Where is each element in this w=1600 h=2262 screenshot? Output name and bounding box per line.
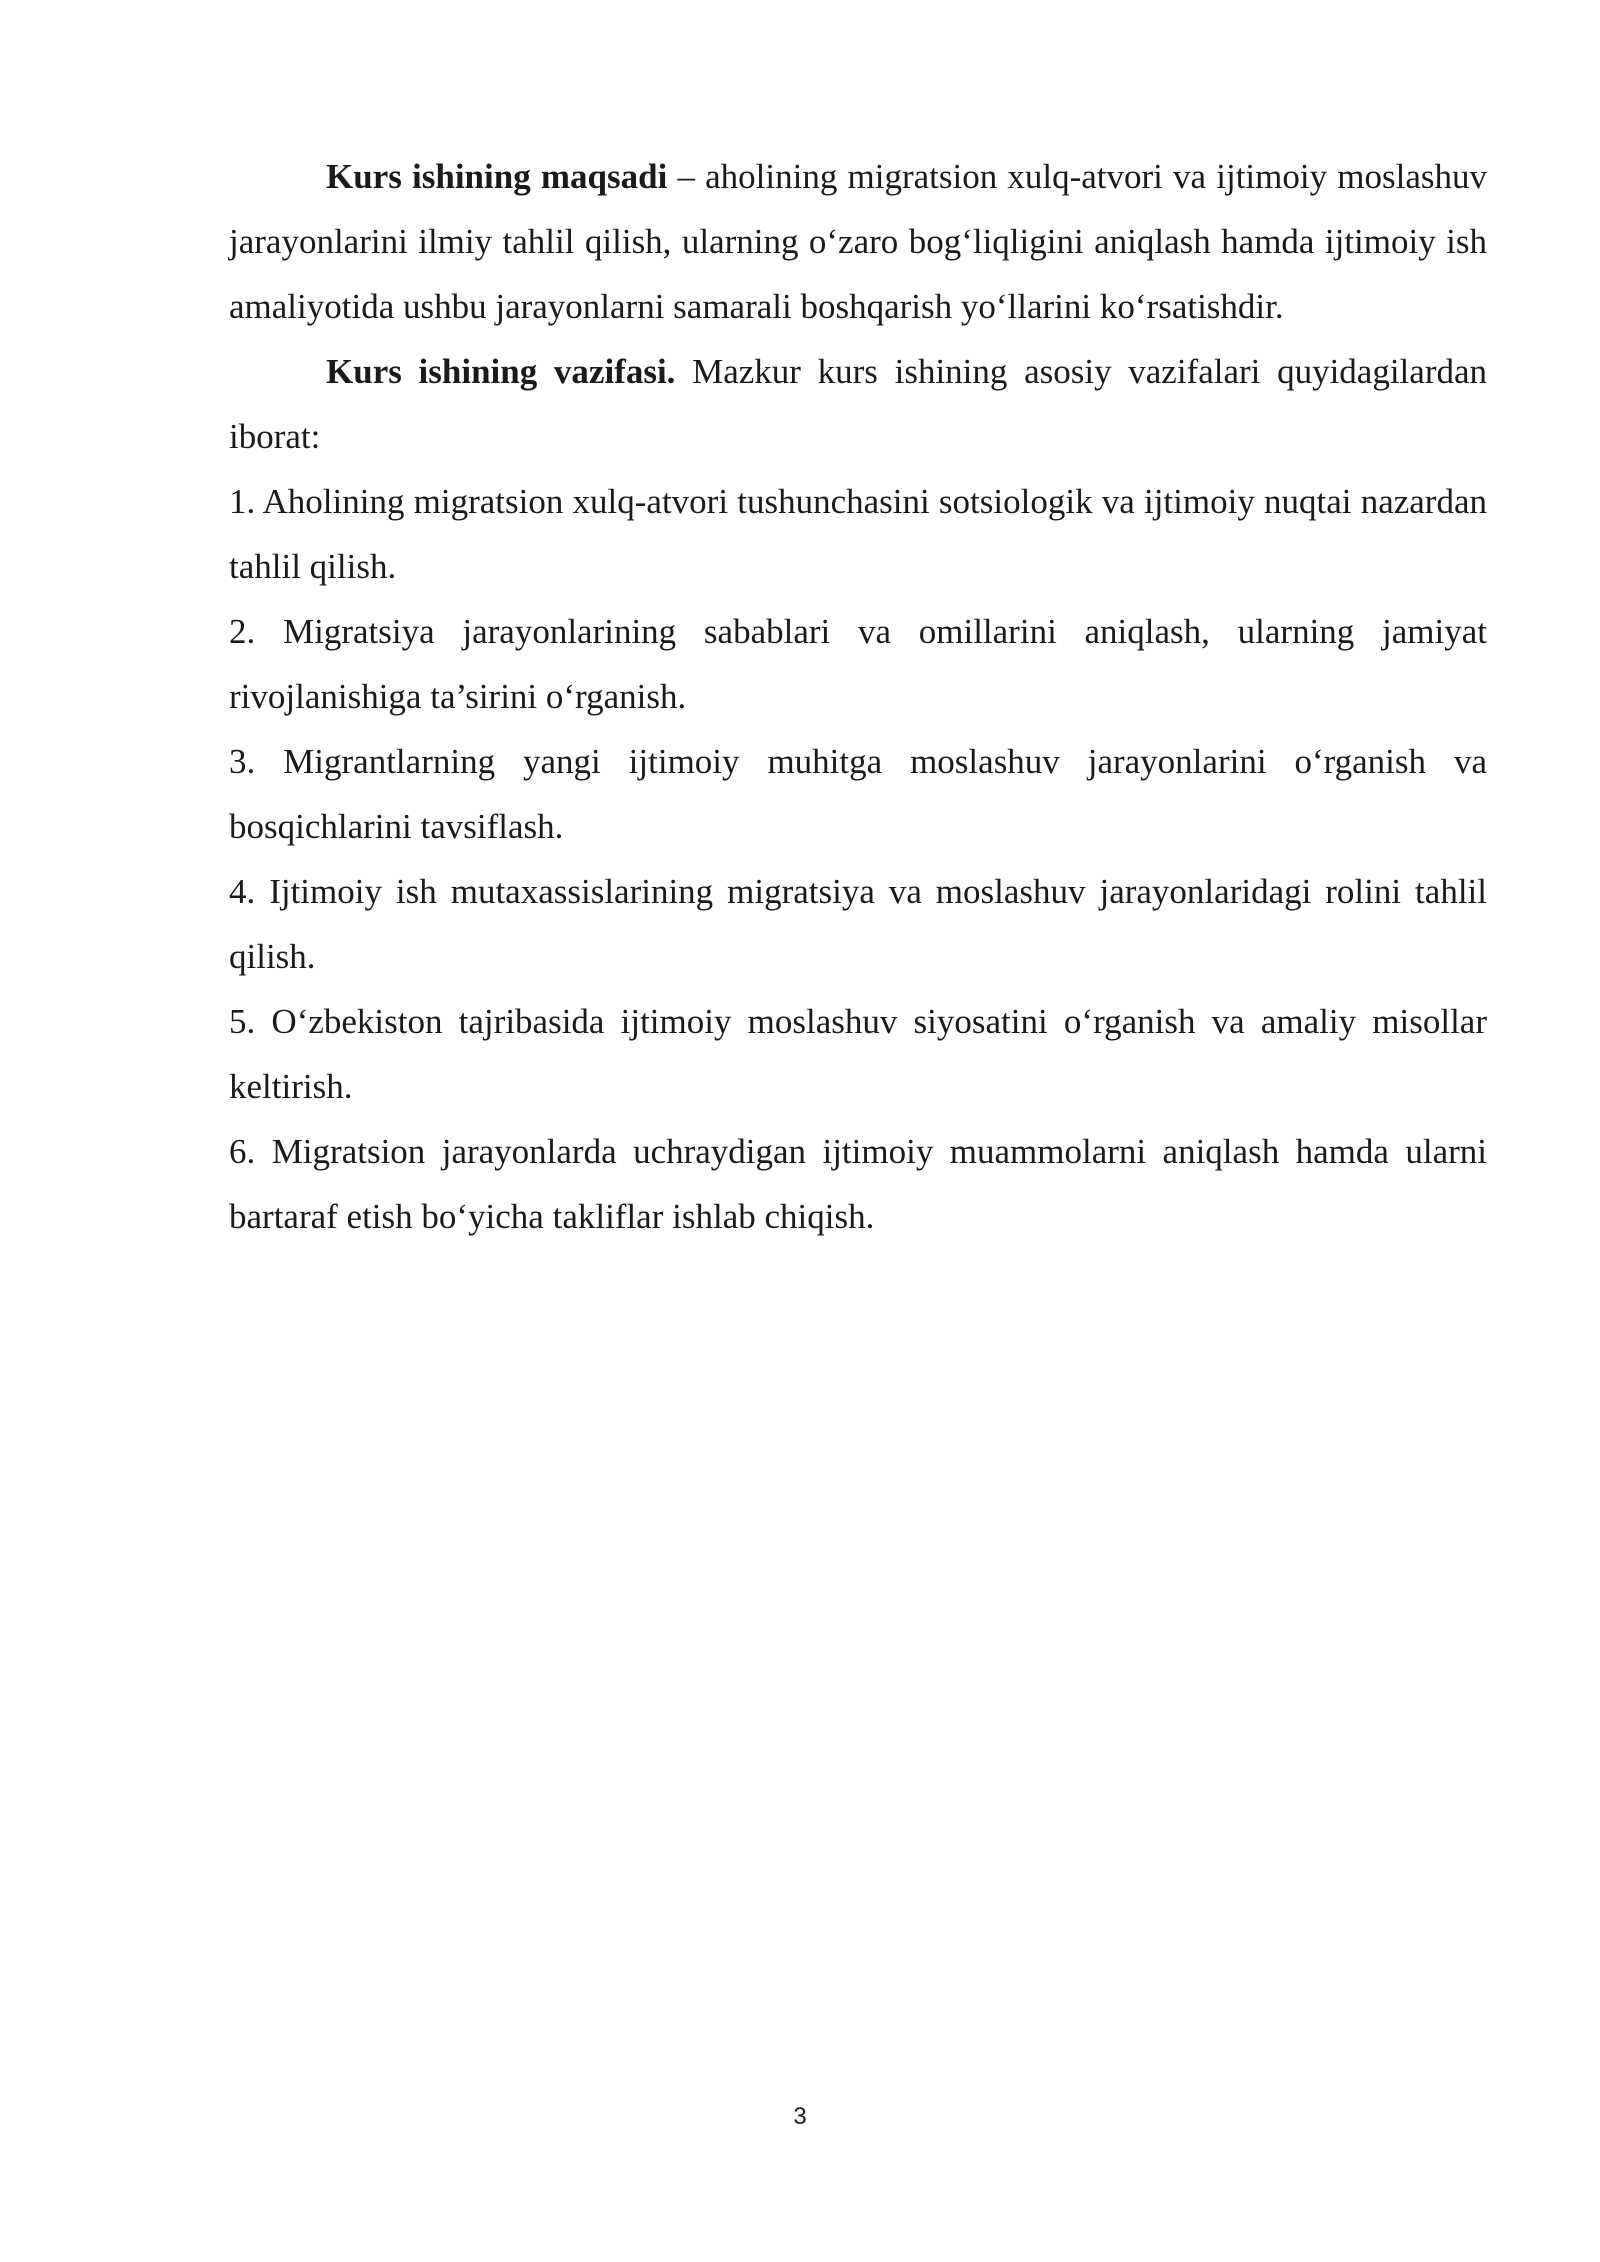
list-item: 1. Aholining migratsion xulq-atvori tushunchasini sotsiologik va ijtimoiy nuqtai nazardan tahlil qilish. xyxy=(229,482,1487,586)
page-number: 3 xyxy=(793,2103,807,2130)
list-item: 3. Migrantlarning yangi ijtimoiy muhitga moslashuv jarayonlarini o‘rganish va bosqichlarini tavsiflash. xyxy=(229,742,1487,846)
list-item: 5. O‘zbekiston tajribasida ijtimoiy moslashuv siyosatini o‘rganish va amaliy misollar keltirish. xyxy=(229,1002,1487,1106)
list-item: 4. Ijtimoiy ish mutaxassislarining migratsiya va moslashuv jarayonlaridagi rolini tahlil qilish. xyxy=(229,872,1487,976)
tasks-text: Mazkur kurs ishining asosiy vazifalari quyidagilardan iborat: xyxy=(229,352,1488,456)
tasks-paragraph xyxy=(229,339,1487,469)
list-item: 2. Migratsiya jarayonlarining sabablari va omillarini aniqlash, ularning jamiyat rivojlanishiga ta’sirini o‘rganish. xyxy=(229,612,1487,716)
aim-label: Kurs ishining maqsadi xyxy=(326,157,668,196)
aim-text: – aholining migratsion xulq-atvori va ijtimoiy moslashuv jarayonlarini ilmiy tahlil qilish, ularning o‘zaro bog‘liqligini aniqlash hamda ijtimoiy ish amaliyotida ushbu jarayonlarni samarali boshqarish yo‘llarini ko‘rsatishdir. xyxy=(229,157,1487,326)
tasks-label: Kurs ishining vazifasi. xyxy=(326,352,676,391)
list-item: 6. Migratsion jarayonlarda uchraydigan ijtimoiy muammolarni aniqlash hamda ularni bartaraf etish bo‘yicha takliflar ishlab chiqish. xyxy=(229,1132,1487,1236)
page-body xyxy=(229,144,1487,1249)
aim-paragraph xyxy=(229,144,1487,339)
